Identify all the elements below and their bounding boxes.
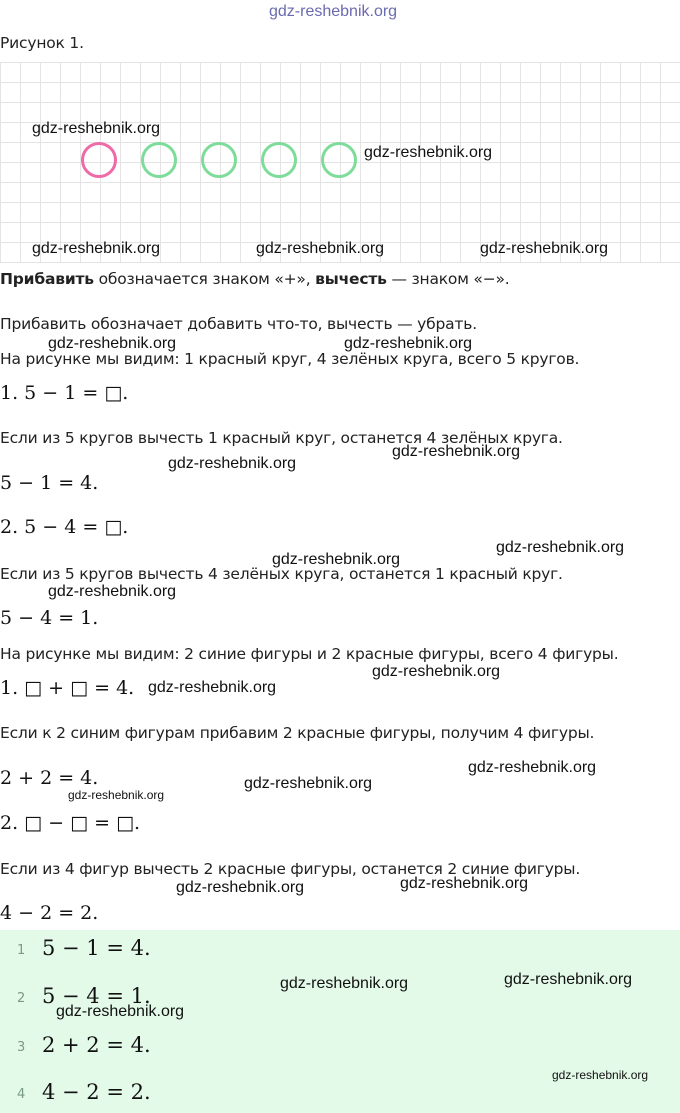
watermark-top: gdz-reshebnik.org [269, 3, 398, 20]
answer-row: 4 − 2 = 2. [42, 1080, 151, 1104]
task4-explanation: Если из 4 фигур вычесть 2 красные фигуры, останется 2 синие фигуры. [0, 860, 581, 878]
task2-explanation: Если из 5 кругов вычесть 4 зелёных круга, останется 1 красный круг. [0, 565, 563, 583]
watermark: gdz-reshebnik.org [48, 583, 177, 600]
sub-rest: — знаком «−». [386, 270, 510, 288]
para-see-figures: На рисунке мы видим: 2 синие фигуры и 2 красные фигуры, всего 4 фигуры. [0, 645, 619, 663]
watermark: gdz-reshebnik.org [272, 551, 401, 568]
task3-explanation: Если к 2 синим фигурам прибавим 2 красные фигуры, получим 4 фигуры. [0, 724, 595, 742]
watermark: gdz-reshebnik.org [480, 240, 609, 257]
watermark: gdz-reshebnik.org [372, 663, 501, 680]
green-circle [321, 142, 357, 178]
watermark: gdz-reshebnik.org [400, 875, 529, 892]
task2: 2. 5 − 4 = □. [0, 516, 129, 538]
task1-answer: 5 − 1 = 4. [0, 472, 99, 494]
para-see-circles: На рисунке мы видим: 1 красный круг, 4 зелёных круга, всего 5 кругов. [0, 350, 580, 368]
green-circle [141, 142, 177, 178]
watermark: gdz-reshebnik.org [32, 120, 161, 137]
green-circle [201, 142, 237, 178]
answer-index: 1 [17, 943, 26, 958]
watermark: gdz-reshebnik.org [392, 443, 521, 460]
watermark: gdz-reshebnik.org [364, 144, 493, 161]
watermark: gdz-reshebnik.org [32, 240, 161, 257]
task4: 2. □ − □ = □. [0, 812, 141, 834]
watermark: gdz-reshebnik.org [244, 775, 373, 792]
sub-word: вычесть [315, 270, 387, 288]
figure-caption: Рисунок 1. [0, 34, 84, 52]
watermark-small: gdz-reshebnik.org [68, 788, 165, 802]
green-circle [261, 142, 297, 178]
answer-index: 3 [17, 1040, 26, 1055]
watermark: gdz-reshebnik.org [468, 759, 597, 776]
answer-row: 5 − 4 = 1. [42, 984, 151, 1008]
watermark: gdz-reshebnik.org [56, 1003, 185, 1020]
para-meaning: Прибавить обозначает добавить что-то, вычесть — убрать. [0, 315, 477, 333]
watermark: gdz-reshebnik.org [344, 335, 473, 352]
task2-answer: 5 − 4 = 1. [0, 607, 99, 629]
add-rest: обозначается знаком «+», [93, 270, 316, 288]
answer-index: 4 [17, 1087, 26, 1102]
task3: 1. □ + □ = 4. [0, 677, 135, 699]
watermark: gdz-reshebnik.org [256, 240, 385, 257]
watermark: gdz-reshebnik.org [168, 455, 297, 472]
watermark: gdz-reshebnik.org [148, 679, 277, 696]
answer-row: 5 − 1 = 4. [42, 936, 151, 960]
watermark: gdz-reshebnik.org [280, 975, 409, 992]
watermark: gdz-reshebnik.org [496, 539, 625, 556]
watermark: gdz-reshebnik.org [176, 879, 305, 896]
task1-explanation: Если из 5 кругов вычесть 1 красный круг, останется 4 зелёных круга. [0, 429, 563, 447]
task3-answer: 2 + 2 = 4. [0, 767, 99, 789]
watermark-small: gdz-reshebnik.org [552, 1068, 649, 1082]
answer-index: 2 [17, 991, 26, 1006]
rule-line [0, 270, 510, 288]
task4-answer: 4 − 2 = 2. [0, 902, 99, 924]
red-circle [81, 142, 117, 178]
watermark: gdz-reshebnik.org [504, 971, 633, 988]
add-word: Прибавить [0, 270, 94, 288]
task1: 1. 5 − 1 = □. [0, 382, 129, 404]
answer-row: 2 + 2 = 4. [42, 1033, 151, 1057]
watermark: gdz-reshebnik.org [48, 335, 177, 352]
